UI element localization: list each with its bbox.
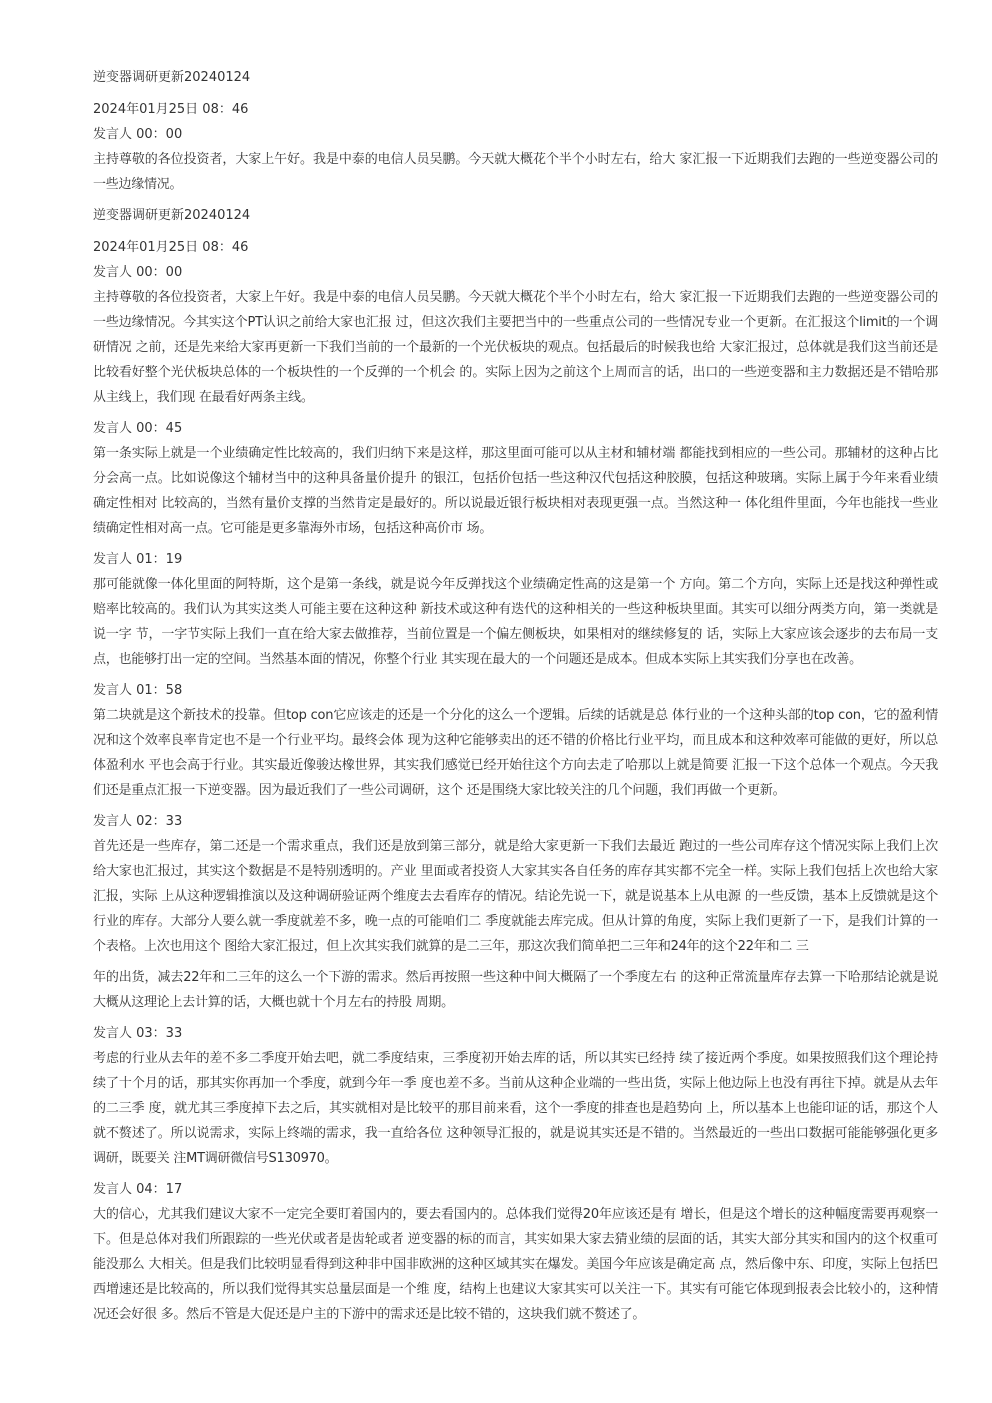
transcript-paragraph: 那可能就像一体化里面的阿特斯，这个是第一条线，就是说今年反弹找这个业绩确定性高的这是第一个 方向。第二个方向，实际上还是找这种弹性或赔率比较高的。我们认为其实这类人可能主要在这种这种 新技术或这种有迭代的这种相关的一些这种板块里面。其实可以细分两类方向，第一类就是说一字 节，一字节实际上我们一直在给大家去做推荐，当前位置是一个偏左侧板块，如果相对的继续修复的 话，实际上大家应该会逐步的去布局一支点，也能够打出一定的空间。当然基本面的情况，你整个行业 其实现在最大的一个问题还是成本。但成本实际上其实我们分享也在改善。 <box>93 577 938 667</box>
doc-date: 2024年01月25日 08：46 <box>93 240 249 255</box>
section-5 <box>93 1021 938 1171</box>
speaker-label: 发言人 00：00 <box>93 265 183 280</box>
section-6 <box>93 1177 938 1327</box>
speaker-label: 发言人 02：33 <box>93 814 183 829</box>
transcript-paragraph: 大的信心，尤其我们建议大家不一定完全要盯着国内的，要去看国内的。总体我们觉得20年应该还是有 增长，但是这个增长的这种幅度需要再观察一下。但是总体对我们所跟踪的一些光伏或者是齿轮或者 逆变器的标的而言，其实如果大家去猜业绩的层面的话，其实大部分其实和国内的这个权重可能没那么 大相关。但是我们比较明显看得到这种非中国非欧洲的这种区域其实在爆发。美国今年应该是确定高 点，然后像中东、印度，实际上包括巴西增速还是比较高的，所以我们觉得其实总量层面是一个维 度，结构上也建议大家其实可以关注一下。其实有可能它体现到报表会比较小的，这种情况还会好很 多。然后不管是大促还是户主的下游中的需求还是比较不错的，这块我们就不赘述了。 <box>93 1207 938 1322</box>
transcript-paragraph: 第二块就是这个新技术的投靠。但top con它应该走的还是一个分化的这么一个逻辑。后续的话就是总 体行业的一个这种头部的top con，它的盈利情况和这个效率良率肯定也不是一个行业平均。最终会体 现为这种它能够卖出的还不错的价格比行业平均，而且成本和这种效率可能做的更好，所以总体盈利水 平也会高于行业。其实最近像骏达橡世界，其实我们感觉已经开始往这个方向去走了哈那以上就是简要 汇报一下这个总体一个观点。今天我们还是重点汇报一下逆变器。因为最近我们了一些公司调研，这个 还是围绕大家比较关注的几个问题，我们再做一个更新。 <box>93 708 938 798</box>
header-block-2 <box>93 203 938 410</box>
doc-title: 逆变器调研更新20240124 <box>93 70 251 85</box>
transcript-paragraph: 主持尊敬的各位投资者，大家上午好。我是中泰的电信人员吴鹏。今天就大概花个半个小时左右，给大 家汇报一下近期我们去跑的一些逆变器公司的一些边缘情况。 <box>93 152 938 192</box>
section-4 <box>93 965 938 1015</box>
transcript-paragraph: 考虑的行业从去年的差不多二季度开始去吧，就二季度结束，三季度初开始去库的话，所以其实已经持 续了接近两个季度。如果按照我们这个理论持续了十个月的话，那其实你再加一个季度，就到今年一季 度也差不多。当前从这种企业端的一些出货，实际上他边际上也没有再往下掉。就是从去年的二三季 度，就尤其三季度掉下去之后，其实就相对是比较平的那目前来看，这个一季度的排查也是趋势向 上，所以基本上也能印证的话，那这个人就不赘述了。所以说需求，实际上终端的需求，我一直给各位 这种领导汇报的，就是说其实还是不错的。当然最近的一些出口数据可能能够强化更多调研，既要关 注MT调研微信号S130970。 <box>93 1051 938 1166</box>
transcript-paragraph: 第一条实际上就是一个业绩确定性比较高的，我们归纳下来是这样，那这里面可能可以从主材和辅材端 都能找到相应的一些公司。那辅材的这种占比分会高一点。比如说像这个辅材当中的这种具备量价提升 的银江，包括价包括一些这种汉代包括这种胶膜，包括这种玻璃。实际上属于今年来看业绩确定性相对 比较高的，当然有量价支撑的当然肯定是最好的。所以说最近银行板块相对表现更强一点。当然这种一 体化组件里面，今年也能找一些业绩确定性相对高一点。它可能是更多靠海外市场，包括这种高价市 场。 <box>93 446 938 536</box>
speaker-label: 发言人 01：58 <box>93 683 183 698</box>
speaker-label: 发言人 00：00 <box>93 127 183 142</box>
transcript-paragraph: 年的出货，减去22年和二三年的这么一个下游的需求。然后再按照一些这种中间大概隔了一个季度左右 的这种正常流量库存去算一下哈那结论就是说大概从这理论上去计算的话，大概也就十个月左右的持股 周期。 <box>93 970 938 1010</box>
speaker-label: 发言人 04：17 <box>93 1182 183 1197</box>
doc-date: 2024年01月25日 08：46 <box>93 102 249 117</box>
doc-title: 逆变器调研更新20240124 <box>93 208 251 223</box>
section-0 <box>93 416 938 541</box>
transcript-paragraph: 首先还是一些库存，第二还是一个需求重点，我们还是放到第三部分，就是给大家更新一下我们去最近 跑过的一些公司库存这个情况实际上我们上次给大家也汇报过，其实这个数据是不是特别透明的。产业 里面或者投资人大家其实各自任务的库存其实都不完全一样。实际上我们包括上次也给大家汇报，实际 上从这种逻辑推演以及这种调研验证两个维度去去看库存的情况。结论先说一下，就是说基本上从电源 的一些反馈，基本上反馈就是这个行业的库存。大部分人要么就一季度就差不多，晚一点的可能咱们二 季度就能去库完成。但从计算的角度，实际上我们更新了一下，是我们计算的一个表格。上次也用这个 图给大家汇报过，但上次其实我们就算的是二三年，那这次我们简单把二三年和24年的这个22年和二 三 <box>93 839 938 954</box>
header-block-1 <box>93 65 938 197</box>
section-1 <box>93 547 938 672</box>
transcript-paragraph: 主持尊敬的各位投资者，大家上午好。我是中泰的电信人员吴鹏。今天就大概花个半个小时左右，给大 家汇报一下近期我们去跑的一些逆变器公司的一些边缘情况。今其实这个PT认识之前给大家也汇报 过，但这次我们主要把当中的一些重点公司的一些情况专业一个更新。在汇报这个limit的一个调研情况 之前，还是先来给大家再更新一下我们当前的一个最新的一个光伏板块的观点。包括最后的时候我也给 大家汇报过，总体就是我们这当前还是比较看好整个光伏板块总体的一个板块性的一个反弹的一个机会 的。实际上因为之前这个上周而言的话，出口的一些逆变器和主力数据还是不错哈那从主线上，我们现 在最看好两条主线。 <box>93 290 938 405</box>
speaker-label: 发言人 01：19 <box>93 552 183 567</box>
speaker-label: 发言人 00：45 <box>93 421 183 436</box>
section-2 <box>93 678 938 803</box>
speaker-label: 发言人 03：33 <box>93 1026 183 1041</box>
section-3 <box>93 809 938 959</box>
